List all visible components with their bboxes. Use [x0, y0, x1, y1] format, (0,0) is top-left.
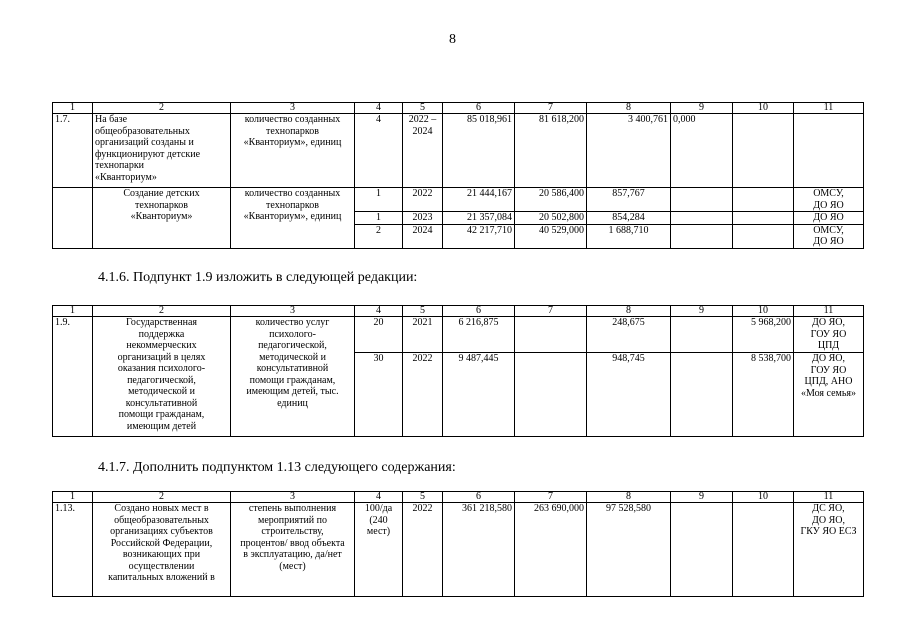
item-number: 1.9. — [53, 317, 93, 437]
local-amount — [671, 317, 733, 353]
year: 2021 — [403, 317, 443, 353]
table-item-1-7 — [52, 102, 864, 249]
indicator-value: 20 — [355, 317, 403, 353]
regional-amount: 97 528,580 — [587, 503, 671, 597]
header-cell: 2 — [93, 306, 231, 317]
period: 2022 – 2024 — [403, 114, 443, 188]
indicator-value: 1 — [355, 188, 403, 212]
header-cell: 10 — [733, 492, 794, 503]
regional-amount: 854,284 — [587, 212, 671, 225]
other-amount: 8 538,700 — [733, 353, 794, 437]
total-amount: 9 487,445 — [443, 353, 515, 437]
item-number — [53, 188, 93, 249]
header-cell: 5 — [403, 492, 443, 503]
local-amount — [671, 212, 733, 225]
executor: ДО ЯО, ГОУ ЯО ЦПД, АНО «Моя семья» — [794, 353, 864, 437]
header-cell: 2 — [93, 103, 231, 114]
item-description: Государственная поддержка некоммерческих организаций в целях оказания психолого- педагогической, методической и консультативной помощи гражданам, имеющим детей — [93, 317, 231, 437]
header-cell: 4 — [355, 306, 403, 317]
item-indicator: количество созданных технопарков «Кванториум», единиц — [231, 188, 355, 249]
header-cell: 7 — [515, 306, 587, 317]
header-cell: 5 — [403, 306, 443, 317]
header-cell: 2 — [93, 492, 231, 503]
indicator-value: 4 — [355, 114, 403, 188]
header-cell: 8 — [587, 492, 671, 503]
header-cell: 3 — [231, 306, 355, 317]
total-amount: 42 217,710 — [443, 224, 515, 248]
header-cell: 4 — [355, 103, 403, 114]
indicator-value: 1 — [355, 212, 403, 225]
item-description: Создание детских технопарков «Кванториум» — [93, 188, 231, 249]
header-cell: 3 — [231, 492, 355, 503]
total-amount: 21 357,084 — [443, 212, 515, 225]
header-row — [53, 306, 864, 317]
regional-amount: 948,745 — [587, 353, 671, 437]
header-cell: 9 — [671, 103, 733, 114]
header-cell: 10 — [733, 306, 794, 317]
item-indicator: степень выполнения мероприятий по строительству, процентов/ ввод объекта в эксплуатацию, да/нет (мест) — [231, 503, 355, 597]
executor — [794, 114, 864, 188]
header-cell: 8 — [587, 103, 671, 114]
table-item-1-9 — [52, 305, 864, 437]
header-cell: 6 — [443, 306, 515, 317]
regional-amount: 1 688,710 — [587, 224, 671, 248]
header-cell: 6 — [443, 492, 515, 503]
local-amount — [671, 353, 733, 437]
header-cell: 9 — [671, 306, 733, 317]
header-cell: 6 — [443, 103, 515, 114]
header-cell: 10 — [733, 103, 794, 114]
executor: ДО ЯО — [794, 212, 864, 225]
table-row — [53, 317, 864, 353]
header-cell: 1 — [53, 306, 93, 317]
federal-amount: 20 586,400 — [515, 188, 587, 212]
executor: ОМСУ, ДО ЯО — [794, 224, 864, 248]
header-cell: 7 — [515, 103, 587, 114]
header-cell: 5 — [403, 103, 443, 114]
regional-amount: 248,675 — [587, 317, 671, 353]
total-amount: 21 444,167 — [443, 188, 515, 212]
item-number: 1.7. — [53, 114, 93, 188]
header-cell: 1 — [53, 492, 93, 503]
paragraph-4-1-6: 4.1.6. Подпункт 1.9 изложить в следующей редакции: — [98, 270, 418, 285]
header-cell: 7 — [515, 492, 587, 503]
header-cell: 11 — [794, 492, 864, 503]
year: 2024 — [403, 224, 443, 248]
item-description: Создано новых мест в общеобразовательных организациях субъектов Российской Федерации, возникающих при осуществлении капитальных вложений в — [93, 503, 231, 597]
header-row — [53, 492, 864, 503]
regional-amount: 857,767 — [587, 188, 671, 212]
indicator-value: 30 — [355, 353, 403, 437]
other-amount — [733, 503, 794, 597]
federal-amount — [515, 353, 587, 437]
table-item-1-13 — [52, 491, 864, 597]
total-amount: 6 216,875 — [443, 317, 515, 353]
header-cell: 3 — [231, 103, 355, 114]
indicator-value: 100/да (240 мест) — [355, 503, 403, 597]
other-amount — [733, 188, 794, 212]
year: 2023 — [403, 212, 443, 225]
table-row — [53, 114, 864, 188]
year: 2022 — [403, 503, 443, 597]
item-number: 1.13. — [53, 503, 93, 597]
local-amount: 0,000 — [671, 114, 733, 188]
item-indicator: количество созданных технопарков «Кванториум», единиц — [231, 114, 355, 188]
regional-amount: 3 400,761 — [587, 114, 671, 188]
other-amount — [733, 224, 794, 248]
other-amount — [733, 212, 794, 225]
paragraph-4-1-7: 4.1.7. Дополнить подпунктом 1.13 следующего содержания: — [98, 460, 456, 475]
executor: ДО ЯО, ГОУ ЯО ЦПД — [794, 317, 864, 353]
total-amount: 85 018,961 — [443, 114, 515, 188]
federal-amount: 20 502,800 — [515, 212, 587, 225]
executor: ОМСУ, ДО ЯО — [794, 188, 864, 212]
other-amount — [733, 114, 794, 188]
item-description: На базе общеобразовательных организаций созданы и функционируют детские технопарки «Кванториум» — [93, 114, 231, 188]
table-row — [53, 188, 864, 212]
header-cell: 9 — [671, 492, 733, 503]
year: 2022 — [403, 353, 443, 437]
header-cell: 8 — [587, 306, 671, 317]
header-row — [53, 103, 864, 114]
header-cell: 4 — [355, 492, 403, 503]
page-number: 8 — [449, 32, 456, 47]
indicator-value: 2 — [355, 224, 403, 248]
total-amount: 361 218,580 — [443, 503, 515, 597]
header-cell: 1 — [53, 103, 93, 114]
local-amount — [671, 188, 733, 212]
executor: ДС ЯО, ДО ЯО, ГКУ ЯО ЕСЗ — [794, 503, 864, 597]
federal-amount — [515, 317, 587, 353]
other-amount: 5 968,200 — [733, 317, 794, 353]
local-amount — [671, 224, 733, 248]
local-amount — [671, 503, 733, 597]
federal-amount: 81 618,200 — [515, 114, 587, 188]
header-cell: 11 — [794, 103, 864, 114]
item-indicator: количество услуг психолого- педагогической, методической и консультативной помощи гражданам, имеющим детей, тыс. единиц — [231, 317, 355, 437]
table-row — [53, 503, 864, 597]
federal-amount: 40 529,000 — [515, 224, 587, 248]
header-cell: 11 — [794, 306, 864, 317]
year: 2022 — [403, 188, 443, 212]
federal-amount: 263 690,000 — [515, 503, 587, 597]
